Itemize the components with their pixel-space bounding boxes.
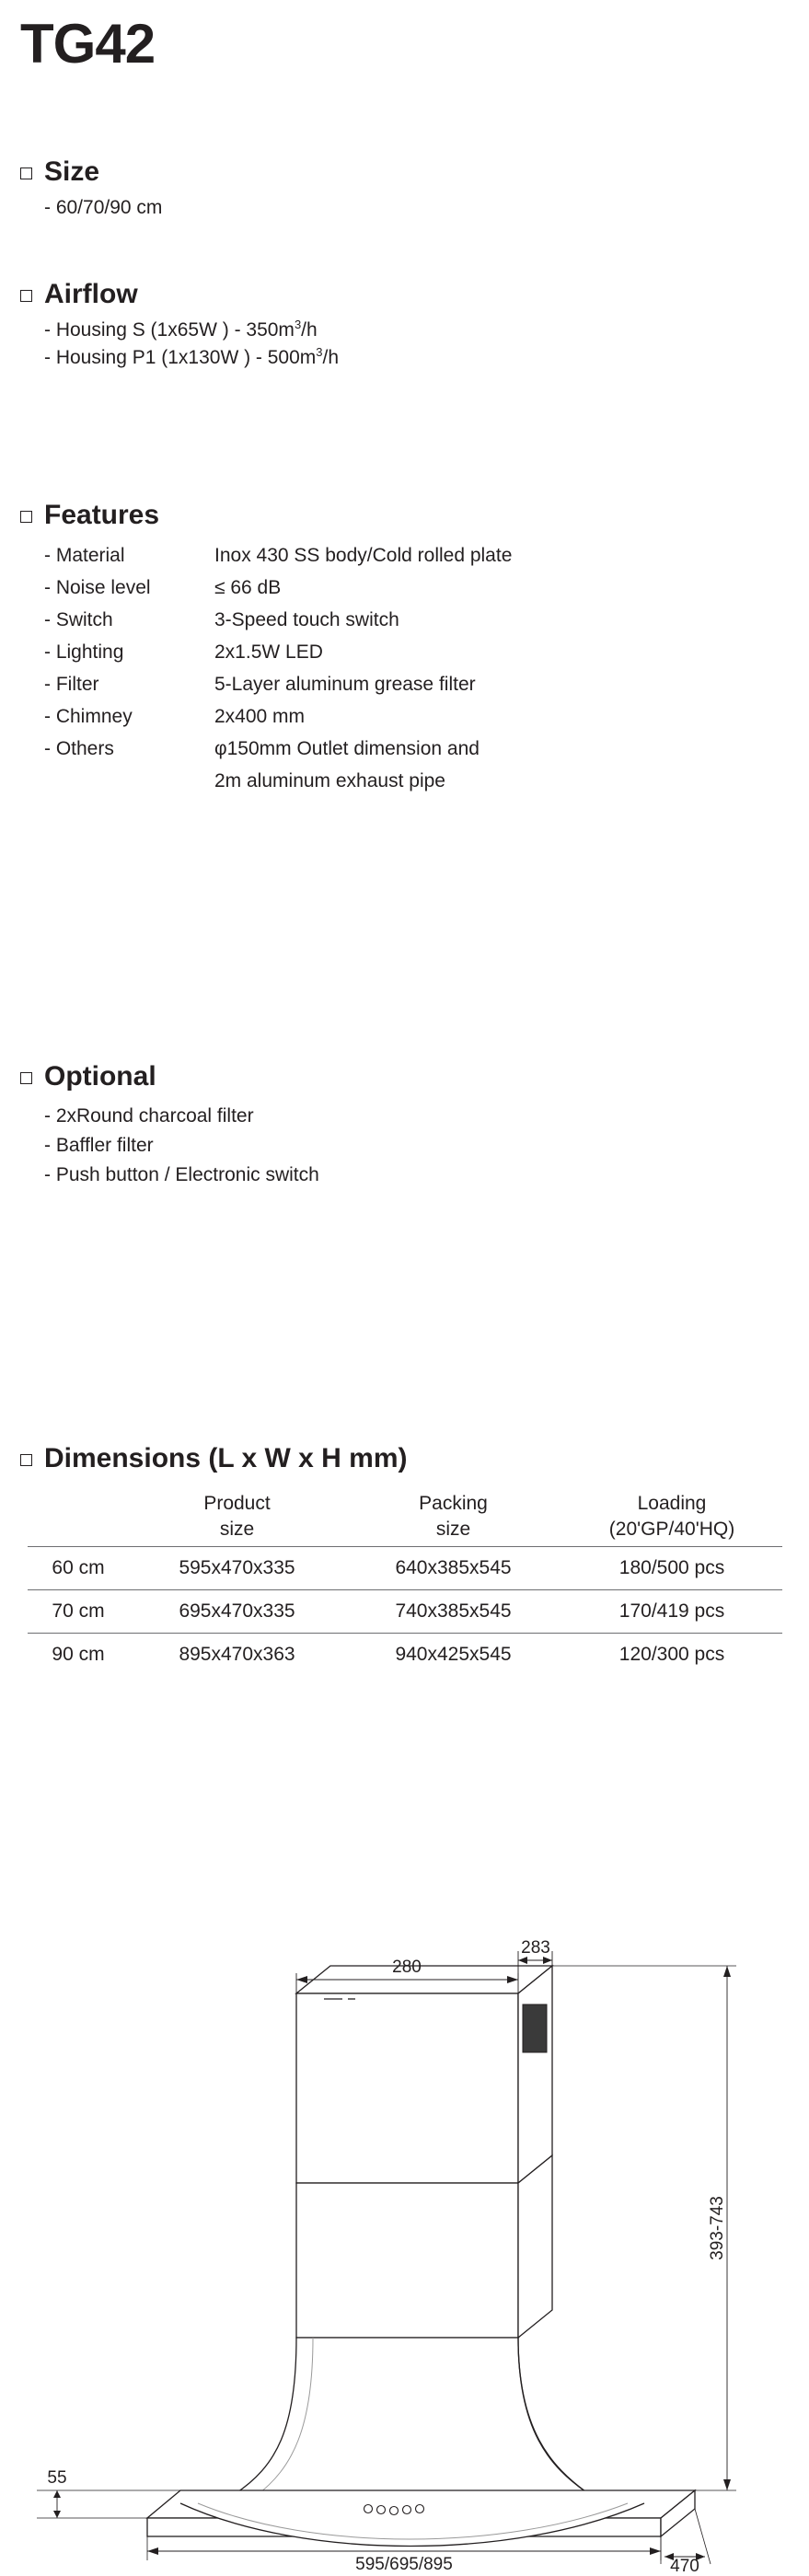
cell-packing-size: 940x425x545 <box>345 1634 561 1677</box>
dim-label-top-depth: 283 <box>521 1938 550 1958</box>
table-row <box>28 1590 782 1634</box>
feature-key: - Lighting <box>44 641 124 663</box>
table-row <box>28 1634 782 1677</box>
square-bullet-icon <box>20 511 32 523</box>
table-row <box>28 1547 782 1590</box>
cell-product-size: 895x470x363 <box>129 1634 345 1677</box>
column-header-product-size: Product size <box>203 1493 271 1540</box>
square-bullet-icon <box>20 1072 32 1084</box>
size-heading: Size <box>44 156 100 187</box>
feature-row <box>44 765 775 797</box>
dimensions-table <box>28 1491 782 1676</box>
table-header-row <box>28 1491 782 1547</box>
cell-packing-size: 640x385x545 <box>345 1547 561 1590</box>
feature-key: - Material <box>44 545 125 566</box>
feature-value: 2x400 mm <box>214 706 306 727</box>
column-header-loading: Loading (20'GP/40'HQ) <box>608 1493 735 1540</box>
section-dimensions <box>20 1445 793 1676</box>
page-title: TG42 <box>20 13 156 75</box>
cell-product-size: 695x470x335 <box>129 1590 345 1634</box>
square-bullet-icon <box>20 1454 32 1466</box>
section-features <box>20 502 775 797</box>
technical-drawing <box>0 1859 809 2571</box>
optional-heading: Optional <box>44 1061 156 1092</box>
feature-row <box>44 636 775 668</box>
dim-label-depth: 470 <box>670 2557 699 2571</box>
feature-key: - Chimney <box>44 706 133 727</box>
optional-line: - Push button / Electronic switch <box>44 1164 319 1185</box>
features-heading: Features <box>44 500 160 530</box>
size-line: - 60/70/90 cm <box>44 197 163 218</box>
optional-heading-row <box>20 1063 319 1091</box>
feature-row <box>44 700 775 733</box>
cell-loading: 170/419 pcs <box>561 1590 782 1634</box>
feature-value: 3-Speed touch switch <box>214 609 399 630</box>
dim-label-top-width: 280 <box>392 1958 422 1977</box>
feature-key: - Switch <box>44 609 113 630</box>
dim-label-height: 393-743 <box>708 2196 727 2260</box>
cell-model: 70 cm <box>28 1590 129 1634</box>
dimensions-heading: Dimensions (L x W x H mm) <box>44 1443 408 1473</box>
cell-model: 90 cm <box>28 1634 129 1677</box>
optional-line: - Baffler filter <box>44 1135 154 1156</box>
feature-key: - Others <box>44 738 114 759</box>
feature-value: 2x1.5W LED <box>214 641 323 663</box>
feature-value: φ150mm Outlet dimension and <box>214 738 480 759</box>
airflow-line-2: - Housing P1 (1x130W ) - $500m^3/h$ <box>44 345 340 368</box>
feature-value: ≤ 66 dB <box>214 577 282 598</box>
feature-row <box>44 604 775 636</box>
feature-key: - Filter <box>44 674 99 695</box>
feature-key <box>44 765 214 797</box>
section-optional <box>20 1063 319 1190</box>
feature-value: Inox 430 SS body/Cold rolled plate <box>214 545 513 566</box>
column-header-packing-size: Packing size <box>419 1493 488 1540</box>
feature-value: 2m aluminum exhaust pipe <box>214 770 445 791</box>
airflow-heading-row <box>20 281 339 308</box>
cell-model: 60 cm <box>28 1547 129 1590</box>
cell-loading: 120/300 pcs <box>561 1634 782 1677</box>
features-heading-row <box>20 502 775 529</box>
section-airflow <box>20 281 339 372</box>
feature-row <box>44 733 775 765</box>
feature-row <box>44 572 775 604</box>
airflow-heading: Airflow <box>44 279 138 309</box>
optional-line: - 2xRound charcoal filter <box>44 1105 254 1126</box>
cell-packing-size: 740x385x545 <box>345 1590 561 1634</box>
feature-key: - Noise level <box>44 577 151 598</box>
square-bullet-icon <box>20 290 32 302</box>
drawing-svg <box>0 1859 809 2571</box>
section-size <box>20 158 162 222</box>
feature-row <box>44 539 775 572</box>
feature-value: 5-Layer aluminum grease filter <box>214 674 476 695</box>
dim-label-bottom-width: 595/695/895 <box>355 2555 453 2571</box>
cell-loading: 180/500 pcs <box>561 1547 782 1590</box>
cell-product-size: 595x470x335 <box>129 1547 345 1590</box>
square-bullet-icon <box>20 167 32 179</box>
feature-row <box>44 668 775 700</box>
column-header-blank <box>28 1491 129 1547</box>
dim-label-base-height: 55 <box>47 2468 67 2488</box>
airflow-line-1: - Housing S (1x65W ) - $350m^3/h$ <box>44 318 318 341</box>
dimensions-heading-row <box>20 1445 793 1473</box>
size-heading-row <box>20 158 162 186</box>
